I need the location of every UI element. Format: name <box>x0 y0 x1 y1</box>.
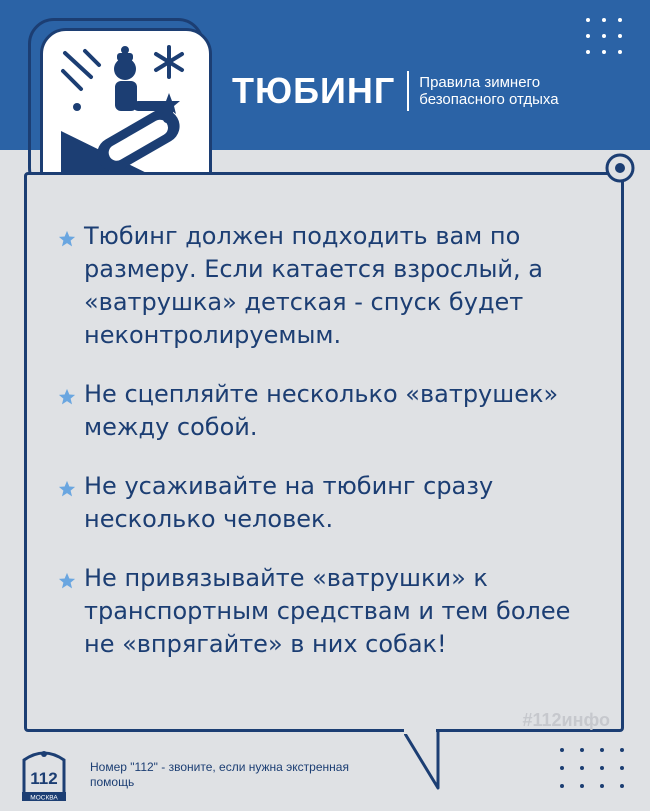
hashtag: #112инфо <box>522 710 610 730</box>
target-icon <box>604 152 636 184</box>
rule-text: Не сцепляйте несколько «ватрушек» между собой. <box>84 380 559 441</box>
star-icon <box>58 480 76 498</box>
rule-text: Не усаживайте на тюбинг сразу несколько человек. <box>84 472 494 533</box>
footer-text: Номер "112" - звоните, если нужна экстренная помощь <box>90 760 349 789</box>
page-title: ТЮБИНГ <box>232 70 396 111</box>
title-divider <box>407 71 409 111</box>
logo-city: МОСКВА <box>30 794 58 802</box>
snowflake-icon <box>156 47 182 77</box>
list-item <box>58 470 598 536</box>
rules-list <box>58 220 598 687</box>
112-logo-icon <box>18 744 70 802</box>
list-item <box>58 378 598 444</box>
decor-dots-bottom <box>560 748 624 788</box>
list-item <box>58 562 598 661</box>
title-block <box>232 70 599 112</box>
speech-tail <box>404 722 444 792</box>
page-subtitle: Правила зимнего безопасного отдыха <box>419 74 559 108</box>
star-icon <box>58 388 76 406</box>
rule-text: Не привязывайте «ватрушки» к транспортным средствам и тем более не «впрягайте» в них собак! <box>84 564 571 658</box>
logo-number: 112 <box>30 769 58 788</box>
rule-text: Тюбинг должен подходить вам по размеру. Если катается взрослый, а «ватрушка» детская - спуск будет неконтролируемым. <box>84 222 543 349</box>
star-icon <box>58 230 76 248</box>
decor-dots-top <box>586 18 622 54</box>
list-item <box>58 220 598 352</box>
star-icon <box>58 572 76 590</box>
